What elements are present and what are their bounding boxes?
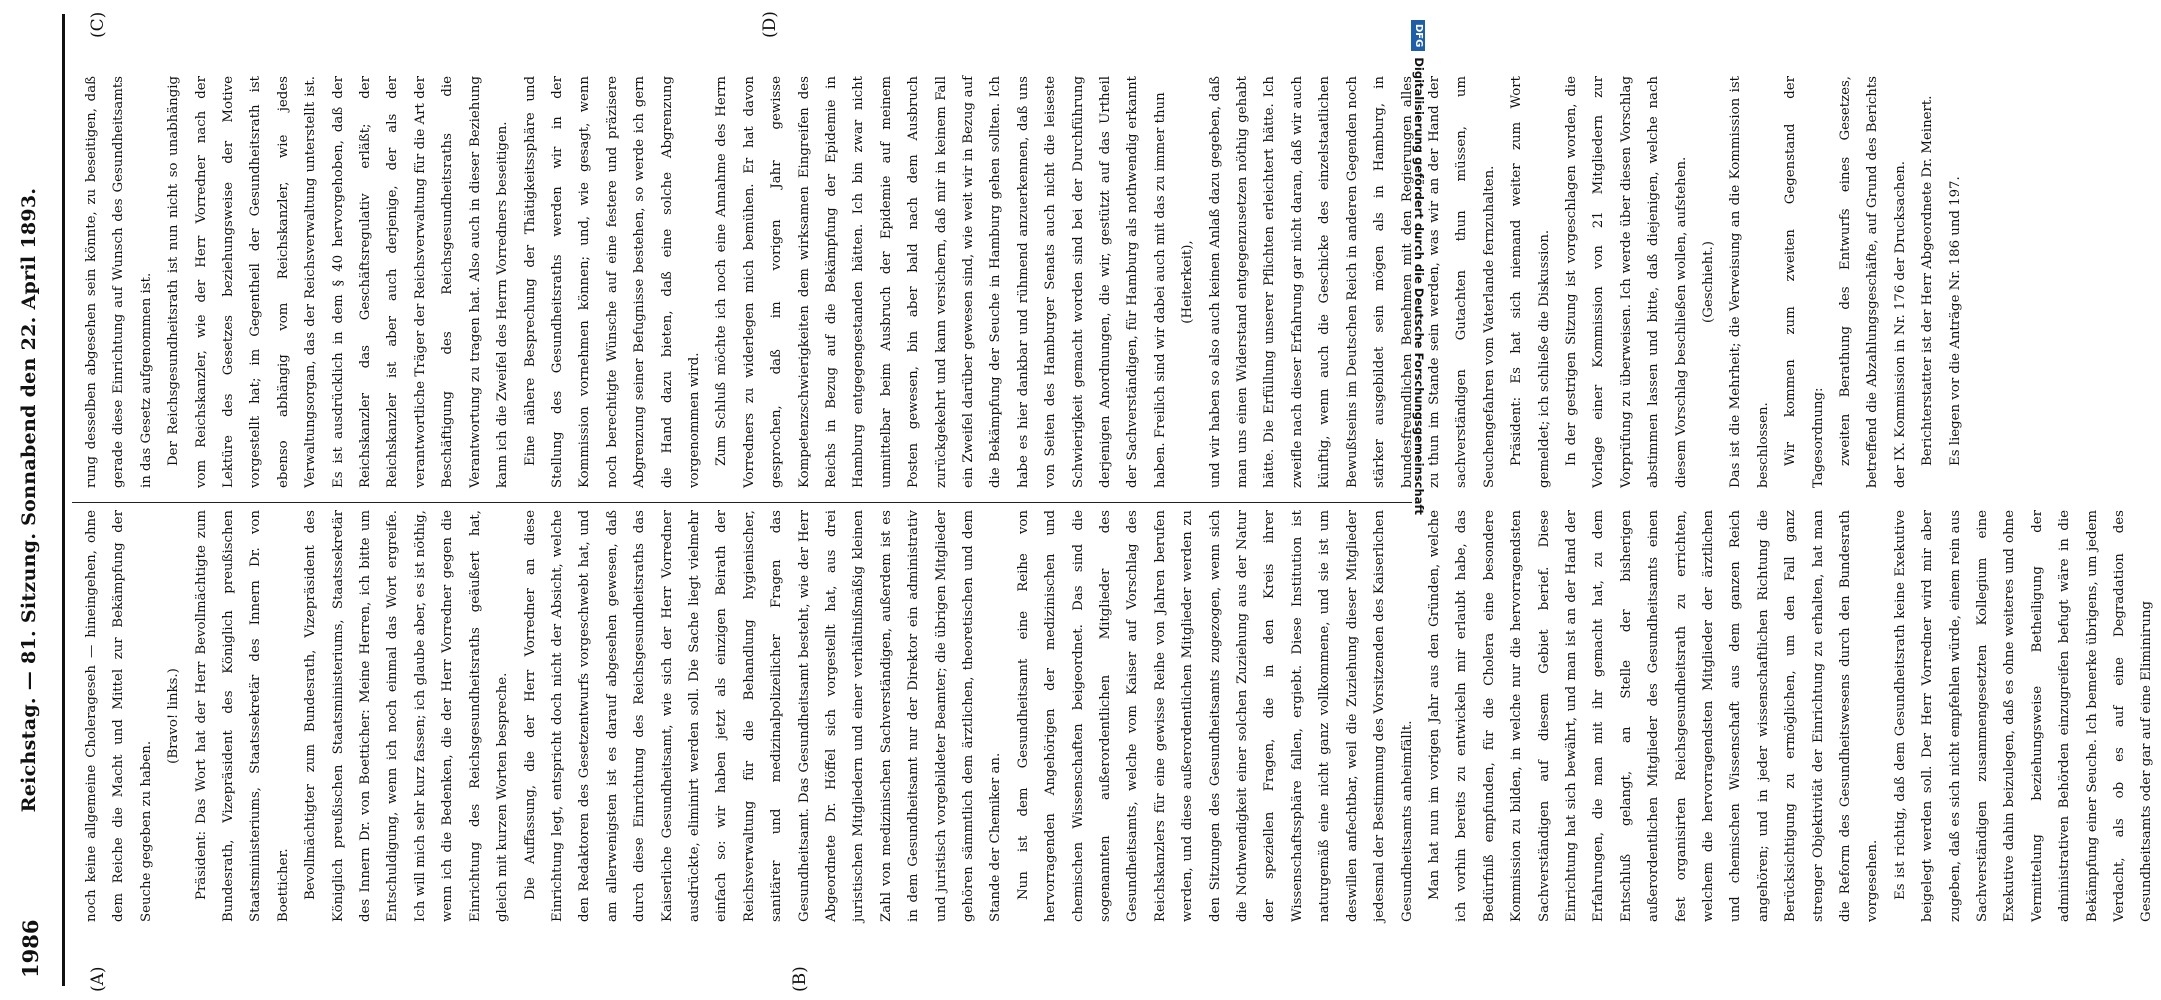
paragraph: Präsident: Es hat sich niemand weiter zum Wort gemeldet; ich schließe die Diskussion.: [1509, 76, 1552, 488]
paragraph: In der gestrigen Sitzung ist vorgeschlagen worden, die Vorlage einer Kommission von 21 Mitgliedern zur Vorprüfung zu überweisen. Ich werde über diesen Vorschlag abstimmen lassen und bitte, daß diejenigen, welche nach diesem Vorschlag beschließen wollen, aufstehen.: [1563, 76, 1689, 488]
margin-marker-b: (B): [790, 966, 810, 992]
interjection: (Geschieht.): [1700, 241, 1716, 323]
paragraph: Zum Schluß möchte ich noch eine Annahme des Herrn Vorredners zu widerlegen mich bemühen. Er hat davon gesprochen, daß im vorigen Jahr gewisse Kompetenzschwierigkeiten dem wirksamen Eingreifen des Reichs in Bezug auf die Bekämpfung der Epidemie in Hamburg entgegengestanden hätten. Ich bin zwar nicht unmittelbar beim Ausbruch der Epidemie auf meinem Posten gewesen, bin aber bald nach dem Ausbruch zurückgekehrt und kann versichern, daß mir in keinem Fall ein Zweifel darüber gewesen sind, wie weit wir in Bezug auf die Bekämpfung der Seuche in Hamburg gehen sollten. Ich habe es hier dankbar und rühmend anzuerkennen, daß uns von Seiten des Hamburger Senats auch nicht die leiseste Schwierigkeit gemacht worden sind bei der Durchführung derjenigen Anordnungen, die wir, gestützt auf das Urtheil der Sachverständigen, für Hamburg als nothwendig erkannt haben. Freilich sind wir dabei auch mit das zu immer thun: [714, 76, 1168, 488]
column-divider: [72, 502, 1412, 503]
right-column: [78, 76, 1969, 488]
credit-text: Digitalisierung gefördert durch die Deutsche Forschungsgemeinschaft: [1412, 57, 1426, 515]
margin-marker-c: (C): [88, 11, 108, 38]
paragraph: Der Reichsgesundheitsrath ist nun nicht so unabhängig vom Reichskanzler, wie der Herr Vorredner nach der Lektüre des Gesetzes beziehungsweise der Motive vorgestellt hat; im Gegentheil der Gesundheitsrath ist ebenso abhängig vom Reichskanzler, wie jedes Verwaltungsorgan, das der Reichsverwaltung unterstellt ist. Es ist ausdrücklich in dem § 40 hervorgehoben, daß der Reichskanzler das Geschäftsregulativ erläßt; der Reichskanzler ist aber auch derjenige, der als der verantwortliche Träger der Reichsverwaltung für die Art der Beschäftigung des Reichsgesundheitsraths die Verantwortung zu tragen hat. Also auch in dieser Beziehung kann ich die Zweifel des Herrn Vorredners beseitigen.: [166, 76, 511, 488]
paragraph: und wir haben so also auch keinen Anlaß dazu gegeben, daß man uns einen Widerstand entgegenzusetzen nöthig gehabt hätte. Die Erfüllung unserer Pflichten erleichtert hätte. Ich zweifle nach dieser Erfahrung gar nicht daran, daß wir auch künftig, wenn auch die Geschicke des einzelstaatlichen Bewußtseins im Deutschen Reich in anderen Gegenden noch stärker ausgebildet sein mögen als in Hamburg, in bundesfreundlichen Benehmen mit den Regierungen alles zu thun im Stande sein werden, was wir an der Hand der sachverständigen Gutachten thun müssen, um Seuchengefahren vom Vaterlande fernzuhalten.: [1207, 76, 1497, 488]
dfg-logo: DFG: [1412, 20, 1426, 51]
interjection: (Heiterkeit),: [1180, 240, 1196, 324]
margin-marker-a: (A): [88, 966, 108, 992]
paragraph: Berichterstatter ist der Herr Abgeordnete Dr. Meinert.: [1920, 95, 1936, 466]
paragraph: Man hat nun im vorigen Jahr aus den Gründen, welche ich vorhin bereits zu entwickeln mir erlaubt habe, das Bedürfniß empfunden, für die Cholera eine besondere Kommission zu bilden, in welche nur die hervorragendsten Sachverständigen auf diesem Gebiet berief. Diese Einrichtung hat sich bewährt, und man ist an der Hand der Erfahrungen, die man mit ihr gemacht hat, zu dem Entschluß gelangt, an Stelle der bisherigen außerordentlichen Mitglieder des Gesundheitsamts einen fest organisirten Reichsgesundheitsrath zu errichten, welchem die hervorragendsten Mitglieder der ärztlichen und chemischen Wissenschaft aus dem ganzen Reich angehören; und in jeder wissenschaftlichen Richtung die Berücksichtigung zu ermöglichen, um den Fall ganz strenger Objektivität der Einrichtung zu erhalten, hat man die Reform des Gesundheitswesens durch den Bundesrath vorgesehen.: [1426, 510, 1881, 922]
page-number: 1986: [18, 919, 43, 978]
paragraph: Es liegen vor die Anträge Nr. 186 und 197.: [1947, 176, 1963, 466]
paragraph: rung desselben abgesehen sein könnte, zu beseitigen, daß gerade diese Einrichtung auf Wunsch des Gesundheitsamts in das Gesetz aufgenommen ist.: [84, 76, 154, 488]
paragraph: Es ist richtig, daß dem Gesundheitsrath keine Exekutive beigelegt werden soll. Der Herr Vorredner wird mir aber zugeben, daß es sich nicht empfehlen würde, einem rein aus Sachverständigen zusammengesetzten Kollegium eine Exekutive dahin beizulegen, daß es ohne weiteres und ohne Vermittelung beziehungsweise Betheiligung der administrativen Behörden einzugreifen befugt wäre in die Bekämpfung einer Seuche. Ich bemerke übrigens, um jedem Verdacht, als ob es auf eine Degradation des Gesundheitsamts oder gar auf eine Eliminirung: [1892, 510, 2155, 922]
paragraph: Bevollmächtigter zum Bundesrath, Vizepräsident des Königlich preußischen Staatsministeriums, Staatssekretär des Innern Dr. von Boetticher: Meine Herren, ich bitte um Entschuldigung, wenn ich noch einmal das Wort ergreife. Ich will mich sehr kurz fassen; ich glaube aber, es ist nöthig, wenn ich die Bedenken, die der Herr Vorredner gegen die Einrichtung des Reichsgesundheitsraths geäußert hat, gleich mit kurzen Worten bespreche.: [303, 510, 511, 922]
margin-marker-d: (D): [760, 11, 780, 38]
paragraph: Nun ist dem Gesundheitsamt eine Reihe von hervorragenden Angehörigen der medizinischen und chemischen Wissenschaften beigeordnet. Das sind die sogenannten außerordentlichen Mitglieder des Gesundheitsamts, welche vom Kaiser auf Vorschlag des Reichskanzlers für eine gewisse Reihe von Jahren berufen werden, und diese außerordentlichen Mitglieder werden zu den Sitzungen des Gesundheitsamts zugezogen, wenn sich die Nothwendigkeit einer solchen Zuziehung aus der Natur der speziellen Fragen, die in den Kreis ihrer Wissenschaftssphäre fallen, ergiebt. Diese Institution ist naturgemäß eine nicht ganz vollkommene, und sie ist um deswillen anfechtbar, weil die Zuziehung dieser Mitglieder jedesmal der Bestimmung des Vorsitzenden des Kaiserlichen Gesundheitsamts anheimfällt.: [1015, 510, 1415, 922]
paragraph: Präsident: Das Wort hat der Herr Bevollmächtigte zum Bundesrath, Vizepräsident des Königlich preußischen Staatsministeriums, Staatssekretär des Innern Dr. von Boetticher.: [193, 510, 291, 922]
paragraph: Die Auffassung, die der Herr Vorredner an diese Einrichtung legt, entspricht doch nicht der Absicht, welche den Redaktoren des Gesetzentwurfs vorgeschwebt hat, und am allerwenigsten ist es darauf abgesehen gewesen, daß durch diese Einrichtung des Reichsgesundheitsraths das Kaiserliche Gesundheitsamt, wie sich der Herr Vorredner ausdrückte, eliminirt werden soll. Die Sache liegt vielmehr einfach so: wir haben jetzt als einzigen Beirath der Reichsverwaltung für die Behandlung hygienischer, sanitärer und medizinalpolizeilicher Fragen das Gesundheitsamt. Das Gesundheitsamt besteht, wie der Herr Abgeordnete Dr. Höffel sich vorgestellt hat, aus drei juristischen Mitgliedern und einer verhältnißmäßig kleinen Zahl von medizinischen Sachverständigen, außerdem ist es in dem Gesundheitsamt nur der Direktor ein administrativ und juristisch vorgebildeter Beamter; die übrigen Mitglieder gehören sämmtlich dem ärztlichen, theoretischen und dem Stande der Chemiker an.: [522, 510, 1004, 922]
paragraph: Das ist die Mehrheit; die Verweisung an die Kommission ist beschlossen.: [1728, 76, 1771, 488]
paragraph: noch keine allgemeine Cholerageseh — hineingehen, ohne dem Reiche die Macht und Mittel zur Bekämpfung der Seuche gegeben zu haben.: [84, 510, 154, 922]
running-title: Reichstag. — 81. Sitzung. Sonnabend den 22. April 1893.: [18, 187, 40, 813]
paragraph: zweiten Berathung des Entwurfs eines Gesetzes, betreffend die Abzahlungsgeschäfte, auf Grund des Berichts der IX. Kommission in Nr. 176 der Drucksachen.: [1838, 76, 1908, 488]
paragraph: Eine nähere Besprechung der Thätigkeitssphäre und Stellung des Gesundheitsraths werden wir in der Kommission vornehmen können; und, wie gesagt, wenn noch berechtigte Wünsche auf eine festere und präzisere Abgrenzung seiner Befugnisse bestehen, so werde ich gern die Hand dazu bieten, daß eine solche Abgrenzung vorgenommen wird.: [522, 76, 702, 488]
page-header: [6, 0, 70, 1000]
interjection: (Bravo! links.): [166, 668, 182, 764]
left-column: [78, 510, 2161, 922]
paragraph: Wir kommen zum zweiten Gegenstand der Tagesordnung:: [1783, 76, 1826, 488]
digitization-credit: [1405, 20, 1432, 1000]
header-rule: [62, 14, 65, 986]
